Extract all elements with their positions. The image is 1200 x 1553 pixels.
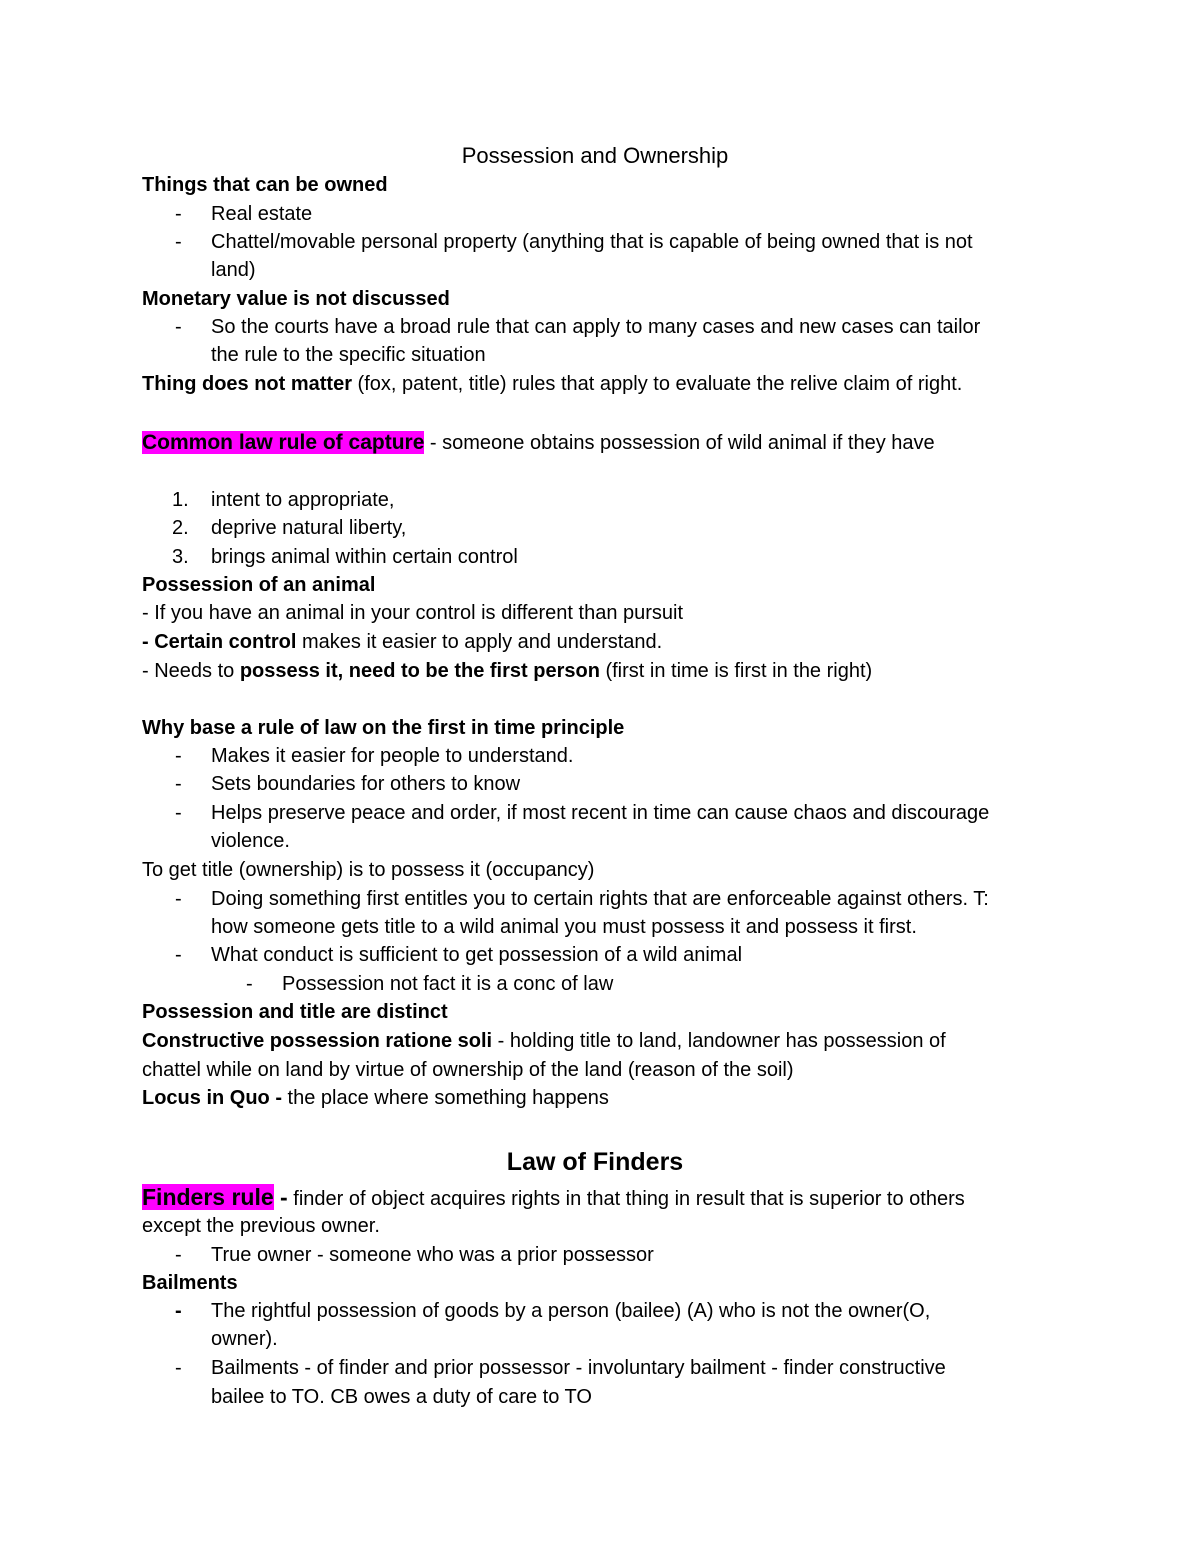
constructive-rest: - holding title to land, landowner has possession of (492, 1030, 946, 1052)
finders-highlight: Finders rule (142, 1184, 274, 1210)
animal-line-2-rest: makes it easier to apply and understand. (296, 631, 663, 653)
animal-line-1: - If you have an animal in your control is different than pursuit (142, 602, 684, 624)
bullet: - (175, 203, 182, 225)
distinct-heading: Possession and title are distinct (142, 1001, 448, 1023)
list-item: intent to appropriate, (211, 489, 395, 511)
list-item: deprive natural liberty, (211, 517, 407, 539)
list-item: brings animal within certain control (211, 546, 518, 568)
bullet: - (175, 231, 182, 253)
thing-bold: Thing does not matter (142, 373, 352, 395)
page-title: Possession and Ownership (461, 143, 729, 168)
finders-rest: finder of object acquires rights in that thing in result that is superior to others (287, 1188, 965, 1210)
bullet: - (175, 1357, 182, 1379)
list-item: So the courts have a broad rule that can apply to many cases and new cases can tailor (211, 316, 981, 338)
animal-line-3-rest: (first in time is first in the right) (599, 660, 873, 682)
list-number: 2. (172, 517, 189, 539)
animal-line-3 (142, 657, 872, 685)
capture-rest: - someone obtains possession of wild animal if they have (424, 432, 935, 454)
finders-line-2: except the previous owner. (142, 1215, 380, 1237)
list-number: 1. (172, 489, 189, 511)
list-item: Chattel/movable personal property (anything that is capable of being owned that is not (211, 231, 973, 253)
thing-line (142, 370, 962, 398)
constructive-line (142, 1027, 946, 1055)
finders-dash: - (273, 1184, 288, 1210)
sub-bullet: - (246, 973, 253, 995)
locus-bold: Locus in Quo - (142, 1087, 282, 1109)
animal-line-2 (142, 628, 662, 656)
bullet: - (175, 1244, 182, 1266)
list-item: Sets boundaries for others to know (211, 773, 521, 795)
monetary-heading: Monetary value is not discussed (142, 288, 450, 310)
section-title: Law of Finders (506, 1148, 684, 1176)
list-item: Helps preserve peace and order, if most recent in time can cause chaos and discourage (211, 802, 990, 824)
constructive-line-2: chattel while on land by virtue of ownership of the land (reason of the soil) (142, 1059, 794, 1081)
title-get-line: To get title (ownership) is to possess it (occupancy) (142, 859, 595, 881)
owned-heading: Things that can be owned (142, 174, 388, 196)
list-item-continued: bailee to TO. CB owes a duty of care to TO (211, 1386, 592, 1408)
bullet: - (175, 944, 182, 966)
capture-line (142, 428, 935, 458)
locus-line (142, 1084, 609, 1112)
bullet: - (175, 773, 182, 795)
list-number: 3. (172, 546, 189, 568)
finders-line (142, 1182, 965, 1212)
list-item: Real estate (211, 203, 313, 225)
list-item: What conduct is sufficient to get possession of a wild animal (211, 944, 743, 966)
animal-line-2-bold: - Certain control (142, 631, 297, 653)
bullet: - (175, 802, 182, 824)
bullet: - (175, 316, 182, 338)
capture-highlight: Common law rule of capture (142, 431, 425, 454)
bullet: - (175, 1300, 182, 1322)
list-item: Makes it easier for people to understand. (211, 745, 574, 767)
sub-list-item: Possession not fact it is a conc of law (282, 973, 614, 995)
list-item-continued: land) (211, 259, 256, 281)
list-item-continued: the rule to the specific situation (211, 344, 486, 366)
list-item: Bailments - of finder and prior possessor - involuntary bailment - finder constructive (211, 1357, 946, 1379)
why-heading: Why base a rule of law on the first in time principle (142, 717, 625, 739)
animal-line-3-bold: possess it, need to be the first person (239, 660, 600, 682)
bullet: - (175, 888, 182, 910)
constructive-bold: Constructive possession ratione soli (142, 1030, 493, 1052)
bailments-heading: Bailments (142, 1272, 238, 1294)
animal-line-3-pre: - Needs to (142, 660, 240, 682)
thing-rest: (fox, patent, title) rules that apply to evaluate the relive claim of right. (352, 373, 963, 395)
locus-rest: the place where something happens (282, 1087, 609, 1109)
list-item-continued: violence. (211, 830, 290, 852)
list-item: Doing something first entitles you to certain rights that are enforceable against others. T: (211, 888, 989, 910)
list-item: True owner - someone who was a prior possessor (211, 1244, 654, 1266)
list-item-continued: how someone gets title to a wild animal you must possess it and possess it first. (211, 916, 917, 938)
bullet: - (175, 745, 182, 767)
animal-heading: Possession of an animal (142, 574, 376, 596)
list-item-continued: owner). (211, 1328, 278, 1350)
list-item: The rightful possession of goods by a person (bailee) (A) who is not the owner(O, (211, 1300, 931, 1322)
